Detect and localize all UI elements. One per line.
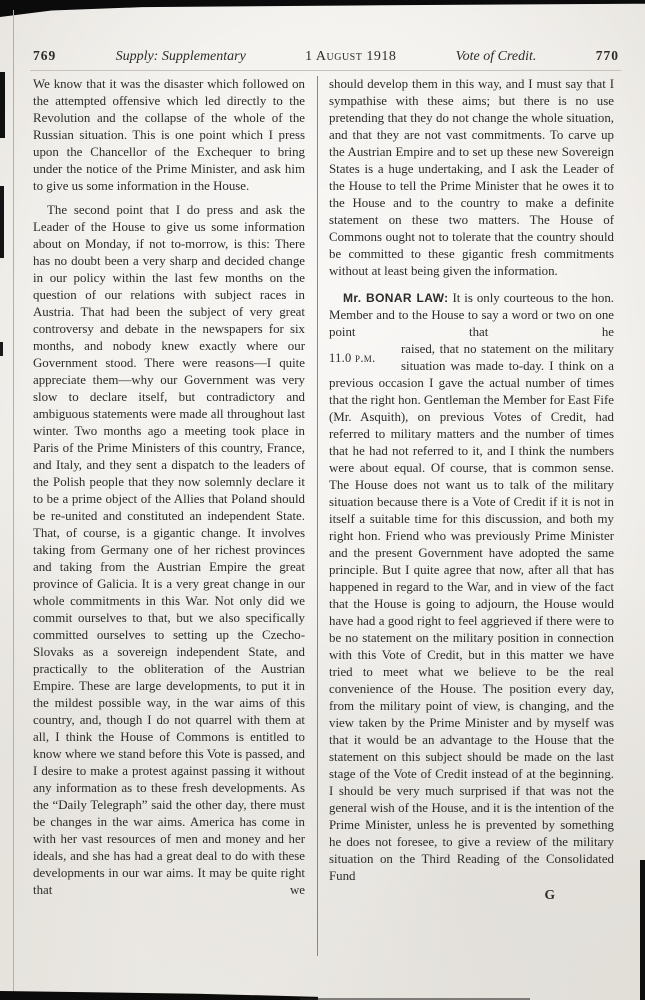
sitting-time-note: 11.0 p.m. [329, 350, 376, 365]
page-body [33, 76, 615, 956]
speech-bonar-law [329, 290, 614, 885]
left-column [33, 76, 305, 956]
running-head [33, 48, 619, 65]
time-note-row [329, 341, 614, 375]
header-rule [30, 70, 621, 71]
running-title-left: Supply: Supplementary [115, 49, 246, 64]
column-divider-rule [317, 76, 318, 956]
binding-mark [0, 72, 5, 138]
paragraph: We know that it was the disaster which followed on the attempted offensive which led directly to the Revolution and the collapse of the whole of the Russian situation. This is one point which I press upon the Chancellor of the Exchequer to bring under the notice of the Prime Minister, and ask him to give us some information in the House. [33, 77, 305, 193]
page-edge-line [13, 10, 14, 1000]
speech-opening-text: It is only courteous to the hon. Member and to the House to say a word or two on one point that he [329, 291, 614, 339]
column-number-left: 769 [33, 48, 57, 63]
binding-mark [0, 342, 3, 356]
running-title-right: Vote of Credit. [455, 49, 537, 64]
printers-signature-mark: G [544, 887, 556, 902]
scan-edge-bottom [0, 991, 318, 1000]
binding-mark [0, 186, 4, 258]
time-wrapped-text: raised, that no statement on the military situation was made to-day. I think on a [401, 342, 614, 373]
speech-opening [329, 290, 614, 341]
speaker-name: Mr. BONAR LAW: [343, 291, 449, 305]
speech-body: previous occasion I gave the actual number of times that the right hon. Gentleman the Member for East Fife (Mr. Asquith), on previous Votes of Credit, had referred to military matters and the number of times that he had not referred to it, and I think the numbers were about equal. Of course, that is common sense. The House does not want us to talk of the military situation because there is a Vote of Credit if it is not in itself a suitable time for this discussion, and both my right hon. Friend who was previously Prime Minister and the present Government have adopted the same principle. But I quite agree that now, after all that has happened in regard to the War, and in view of the fact that the House is going to adjourn, the House would have had a good right to feel aggrieved if there were to be no statement on the military position in connection with this Vote of Credit, but in this matter we have tried to meet what we believe to be the real convenience of the House. The position every day, from the military point of view, is changing, and the view taken by the Prime Minister and by myself was that it would be an advantage to the House that the statement on this subject should be made on the last stage of the Vote of Credit instead of at the beginning. I should be very much surprised if that was not the general wish of the House, and it is the intention of the Prime Minister, unless he is prevented by something he does not foresee, to give a review of the military situation on the Third Reading of the Consolidated Fund [329, 376, 614, 883]
scan-edge-top [0, 0, 645, 17]
scan-edge-right [640, 860, 645, 1000]
column-number-right: 770 [595, 48, 620, 63]
paragraph: The second point that I do press and ask the Leader of the House to give us some information about on Monday, if not to-morrow, is this: There has no doubt been a very sharp and decided change in our policy within the last few months on the question of our relations with subject races in Austria. That had been the subject of very great controversy and debate in the newspapers for six months, and nobody knew exactly where our Government stood. There were reasons—I quite appreciate them—why our Government was very slow to declare itself, but contradictory and ambiguous statements were made all throughout last winter. Two months ago a meeting took place in Paris of the Prime Ministers of this country, France, and Italy, and they sent a dispatch to the leaders of the Polish people that they now solemnly declare it to be a prime object of the Allies that Poland should be re-united and constituted an independent State. That, of course, is a gigantic change. It involves taking from Germany one of her richest provinces and taking from the Austrian Empire the great province of Galicia. It is a very great change in our whole commitments in this War. Not only did we commit ourselves to that, but we also specifically committed ourselves to setting up the Czecho-Slovaks as a sovereign independent State, and practically to the obliteration of the Austrian Empire. These are large developments, to put it in the mildest possible way, in the war aims of this country, and, though I do not quarrel with them at all, I think the House of Commons is entitled to know where we stand before this Vote is passed, and I desire to make a protest against passing it without any information as to these fresh developments. As the “Daily Telegraph” said the other day, there must be changes in the war aims. America has come in with her vast resources of men and money and her ideals, and she has had a great deal to do with these developments in our war aims. It may be quite right that we [33, 203, 305, 897]
debate-date: 1 August 1918 [305, 49, 397, 64]
paragraph: should develop them in this way, and I must say that I sympathise with these aims; but there is no use pretending that they do not change the whole situation, and that they are not vast commitments. To carve up the Austrian Empire and to set up these new Sovereign States is a huge undertaking, and I ask the Leader of the House to tell the Prime Minister that he owes it to the House and to the country to make a definite statement on these two matters. The House of Commons ought not to tolerate that the country should be committed to these gigantic fresh commitments without at least being given the information. [329, 77, 614, 278]
right-column [329, 76, 614, 956]
